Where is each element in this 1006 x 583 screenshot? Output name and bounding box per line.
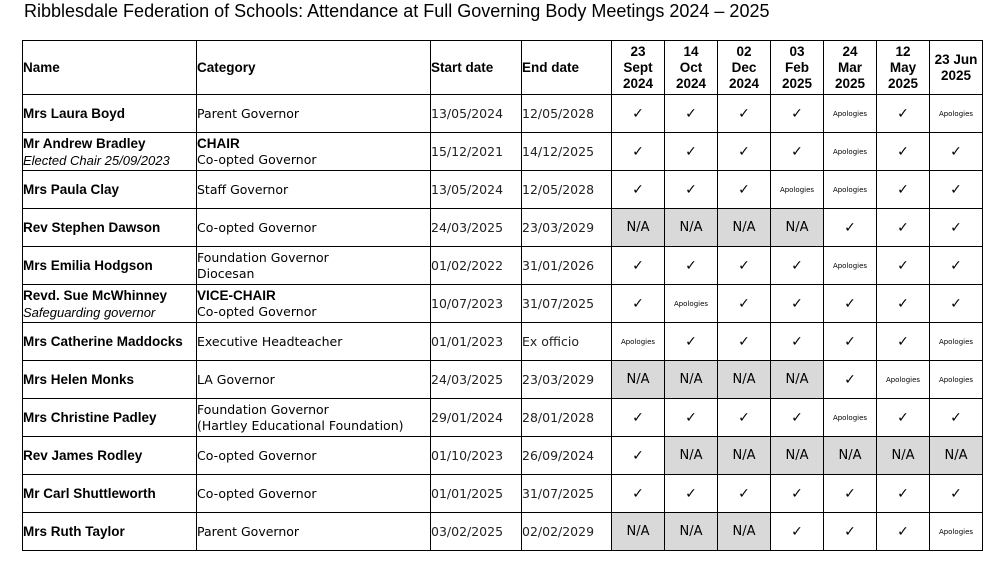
governor-name-cell [23, 209, 197, 247]
table-row [23, 361, 983, 399]
category-label: Foundation Governor [197, 249, 329, 265]
apologies-mark: Apologies [824, 95, 877, 133]
header-end-date: End date [522, 41, 612, 95]
header-row [23, 41, 983, 95]
present-check-icon: ✓ [877, 95, 930, 133]
table-body [23, 95, 983, 551]
header-meeting-date-part: 2025 [834, 75, 866, 91]
start-date-cell: 01/01/2023 [431, 323, 522, 361]
present-check-icon: ✓ [930, 475, 983, 513]
end-date-cell: 31/07/2025 [522, 475, 612, 513]
not-applicable-mark: N/A [665, 209, 718, 247]
header-meeting-date-part: 2024 [728, 75, 760, 91]
governor-name: Rev James Rodley [23, 448, 143, 463]
present-check-icon: ✓ [612, 133, 665, 171]
apologies-mark: Apologies [824, 133, 877, 171]
governor-name-cell [23, 475, 197, 513]
start-date-cell: 03/02/2025 [431, 513, 522, 551]
category-label: Foundation Governor [197, 401, 329, 417]
governor-name-cell [23, 285, 197, 323]
not-applicable-mark: N/A [930, 437, 983, 475]
header-meeting-date-part: 02 [736, 43, 752, 59]
category-cell [197, 513, 431, 551]
governor-name-cell [23, 171, 197, 209]
category-cell [197, 361, 431, 399]
table-row [23, 437, 983, 475]
present-check-icon: ✓ [930, 285, 983, 323]
not-applicable-mark: N/A [718, 437, 771, 475]
apologies-mark: Apologies [771, 171, 824, 209]
header-meeting-date-part: 24 [842, 43, 858, 59]
end-date-cell: 31/07/2025 [522, 285, 612, 323]
not-applicable-mark: N/A [771, 209, 824, 247]
page-title: Ribblesdale Federation of Schools: Attendance at Full Governing Body Meetings 2024 – 2025 [24, 1, 770, 21]
header-meeting-date-part: Oct [679, 59, 703, 75]
table-row [23, 209, 983, 247]
apologies-mark: Apologies [930, 513, 983, 551]
not-applicable-mark: N/A [718, 209, 771, 247]
present-check-icon: ✓ [665, 399, 718, 437]
not-applicable-mark: N/A [612, 513, 665, 551]
governor-name: Revd. Sue McWhinney [23, 287, 168, 303]
header-meeting-date-part: May [889, 59, 917, 75]
category-cell [197, 323, 431, 361]
table-row [23, 285, 983, 323]
present-check-icon: ✓ [718, 475, 771, 513]
end-date-cell: Ex officio [522, 323, 612, 361]
header-meeting-date-part: Mar [837, 59, 862, 75]
table-row [23, 247, 983, 285]
not-applicable-mark: N/A [612, 209, 665, 247]
governor-name-cell [23, 399, 197, 437]
start-date-cell: 01/01/2025 [431, 475, 522, 513]
present-check-icon: ✓ [930, 209, 983, 247]
start-date-cell: 15/12/2021 [431, 133, 522, 171]
not-applicable-mark: N/A [665, 513, 718, 551]
not-applicable-mark: N/A [824, 437, 877, 475]
present-check-icon: ✓ [824, 323, 877, 361]
category-cell [197, 171, 431, 209]
present-check-icon: ✓ [771, 323, 824, 361]
header-meeting-date-part: 2024 [622, 75, 654, 91]
end-date-cell: 23/03/2029 [522, 361, 612, 399]
present-check-icon: ✓ [877, 513, 930, 551]
apologies-mark: Apologies [824, 399, 877, 437]
governor-name: Mrs Laura Boyd [23, 106, 126, 121]
present-check-icon: ✓ [877, 475, 930, 513]
start-date-cell: 13/05/2024 [431, 95, 522, 133]
governor-name: Mrs Paula Clay [23, 182, 120, 197]
present-check-icon: ✓ [612, 247, 665, 285]
header-meeting-date [665, 41, 718, 95]
present-check-icon: ✓ [665, 95, 718, 133]
governor-name: Mrs Catherine Maddocks [23, 334, 183, 349]
present-check-icon: ✓ [612, 399, 665, 437]
header-meeting-date [718, 41, 771, 95]
header-meeting-date-part: 2025 [781, 75, 813, 91]
category-detail: (Hartley Educational Foundation) [197, 417, 404, 433]
category-cell [197, 399, 431, 437]
category-cell [197, 285, 431, 323]
header-meeting-date [612, 41, 665, 95]
present-check-icon: ✓ [771, 133, 824, 171]
apologies-mark: Apologies [824, 171, 877, 209]
header-start-date: Start date [431, 41, 522, 95]
end-date-cell: 02/02/2029 [522, 513, 612, 551]
not-applicable-mark: N/A [612, 361, 665, 399]
header-meeting-date-part: 03 [789, 43, 805, 59]
present-check-icon: ✓ [612, 285, 665, 323]
present-check-icon: ✓ [930, 171, 983, 209]
governor-name: Mrs Christine Padley [23, 410, 157, 425]
apologies-mark: Apologies [930, 323, 983, 361]
governor-name-cell [23, 361, 197, 399]
apologies-mark: Apologies [930, 95, 983, 133]
start-date-cell: 24/03/2025 [431, 209, 522, 247]
start-date-cell: 13/05/2024 [431, 171, 522, 209]
present-check-icon: ✓ [771, 95, 824, 133]
header-meeting-date-part: 23 [630, 43, 646, 59]
category-label: Co-opted Governor [197, 219, 317, 235]
header-meeting-date-part: 2024 [675, 75, 707, 91]
header-meeting-date-part: Sept [623, 59, 653, 75]
present-check-icon: ✓ [877, 171, 930, 209]
category-detail: Co-opted Governor [197, 303, 317, 319]
header-meeting-date-part: 12 [895, 43, 911, 59]
governor-name: Mrs Helen Monks [23, 372, 135, 387]
category-label: Staff Governor [197, 181, 289, 197]
not-applicable-mark: N/A [877, 437, 930, 475]
header-meeting-date-part: Feb [784, 59, 809, 75]
not-applicable-mark: N/A [718, 361, 771, 399]
table-row [23, 171, 983, 209]
not-applicable-mark: N/A [771, 437, 824, 475]
not-applicable-mark: N/A [771, 361, 824, 399]
table-row [23, 323, 983, 361]
category-label: LA Governor [197, 371, 275, 387]
present-check-icon: ✓ [930, 247, 983, 285]
end-date-cell: 12/05/2028 [522, 171, 612, 209]
not-applicable-mark: N/A [718, 513, 771, 551]
category-cell [197, 95, 431, 133]
end-date-cell: 26/09/2024 [522, 437, 612, 475]
governor-name: Mr Carl Shuttleworth [23, 486, 156, 501]
present-check-icon: ✓ [877, 285, 930, 323]
present-check-icon: ✓ [771, 475, 824, 513]
header-meeting-date [771, 41, 824, 95]
present-check-icon: ✓ [824, 475, 877, 513]
category-label: Parent Governor [197, 105, 300, 121]
present-check-icon: ✓ [877, 323, 930, 361]
present-check-icon: ✓ [665, 133, 718, 171]
governor-note: Safeguarding governor [23, 304, 156, 320]
start-date-cell: 01/10/2023 [431, 437, 522, 475]
present-check-icon: ✓ [718, 133, 771, 171]
start-date-cell: 29/01/2024 [431, 399, 522, 437]
present-check-icon: ✓ [824, 209, 877, 247]
governor-name-cell [23, 323, 197, 361]
present-check-icon: ✓ [612, 437, 665, 475]
present-check-icon: ✓ [824, 513, 877, 551]
attendance-table [22, 40, 983, 551]
category-detail: Diocesan [197, 265, 255, 281]
header-meeting-date-part: 2025 [887, 75, 919, 91]
table-row [23, 95, 983, 133]
not-applicable-mark: N/A [665, 361, 718, 399]
governor-name-cell [23, 247, 197, 285]
end-date-cell: 14/12/2025 [522, 133, 612, 171]
present-check-icon: ✓ [771, 513, 824, 551]
header-meeting-date [930, 41, 983, 95]
category-label: CHAIR [197, 135, 240, 151]
present-check-icon: ✓ [612, 475, 665, 513]
header-name: Name [23, 41, 197, 95]
start-date-cell: 10/07/2023 [431, 285, 522, 323]
present-check-icon: ✓ [718, 95, 771, 133]
present-check-icon: ✓ [612, 171, 665, 209]
category-cell [197, 437, 431, 475]
category-label: Executive Headteacher [197, 333, 343, 349]
present-check-icon: ✓ [877, 399, 930, 437]
present-check-icon: ✓ [718, 323, 771, 361]
header-meeting-date-part: 23 Jun [934, 51, 978, 67]
category-cell [197, 209, 431, 247]
governor-note: Elected Chair 25/09/2023 [23, 152, 170, 168]
apologies-mark: Apologies [665, 285, 718, 323]
category-cell [197, 133, 431, 171]
header-category: Category [197, 41, 431, 95]
present-check-icon: ✓ [930, 133, 983, 171]
apologies-mark: Apologies [612, 323, 665, 361]
present-check-icon: ✓ [877, 247, 930, 285]
table-row [23, 475, 983, 513]
present-check-icon: ✓ [824, 285, 877, 323]
apologies-mark: Apologies [930, 361, 983, 399]
end-date-cell: 12/05/2028 [522, 95, 612, 133]
present-check-icon: ✓ [718, 399, 771, 437]
end-date-cell: 31/01/2026 [522, 247, 612, 285]
present-check-icon: ✓ [665, 323, 718, 361]
present-check-icon: ✓ [771, 247, 824, 285]
present-check-icon: ✓ [771, 285, 824, 323]
present-check-icon: ✓ [665, 171, 718, 209]
category-label: Co-opted Governor [197, 447, 317, 463]
present-check-icon: ✓ [824, 361, 877, 399]
not-applicable-mark: N/A [665, 437, 718, 475]
present-check-icon: ✓ [930, 399, 983, 437]
category-detail: Co-opted Governor [197, 151, 317, 167]
present-check-icon: ✓ [877, 209, 930, 247]
governor-name: Rev Stephen Dawson [23, 220, 161, 235]
table-row [23, 133, 983, 171]
category-label: Co-opted Governor [197, 485, 317, 501]
category-cell [197, 475, 431, 513]
category-label: Parent Governor [197, 523, 300, 539]
governor-name: Mrs Emilia Hodgson [23, 258, 153, 273]
present-check-icon: ✓ [771, 399, 824, 437]
end-date-cell: 23/03/2029 [522, 209, 612, 247]
present-check-icon: ✓ [877, 133, 930, 171]
governor-name: Mrs Ruth Taylor [23, 524, 125, 539]
present-check-icon: ✓ [718, 171, 771, 209]
governor-name-cell [23, 437, 197, 475]
governor-name-cell [23, 513, 197, 551]
category-label: VICE-CHAIR [197, 287, 276, 303]
header-meeting-date [824, 41, 877, 95]
header-meeting-date-part: 14 [683, 43, 699, 59]
governor-name: Mr Andrew Bradley [23, 135, 146, 151]
start-date-cell: 24/03/2025 [431, 361, 522, 399]
header-meeting-date-part: Dec [731, 59, 757, 75]
governor-name-cell [23, 95, 197, 133]
present-check-icon: ✓ [718, 285, 771, 323]
table-row [23, 513, 983, 551]
governor-name-cell [23, 133, 197, 171]
apologies-mark: Apologies [877, 361, 930, 399]
start-date-cell: 01/02/2022 [431, 247, 522, 285]
present-check-icon: ✓ [718, 247, 771, 285]
present-check-icon: ✓ [665, 247, 718, 285]
present-check-icon: ✓ [612, 95, 665, 133]
header-meeting-date [877, 41, 930, 95]
table-row [23, 399, 983, 437]
category-cell [197, 247, 431, 285]
apologies-mark: Apologies [824, 247, 877, 285]
present-check-icon: ✓ [665, 475, 718, 513]
end-date-cell: 28/01/2028 [522, 399, 612, 437]
header-meeting-date-part: 2025 [940, 67, 972, 83]
